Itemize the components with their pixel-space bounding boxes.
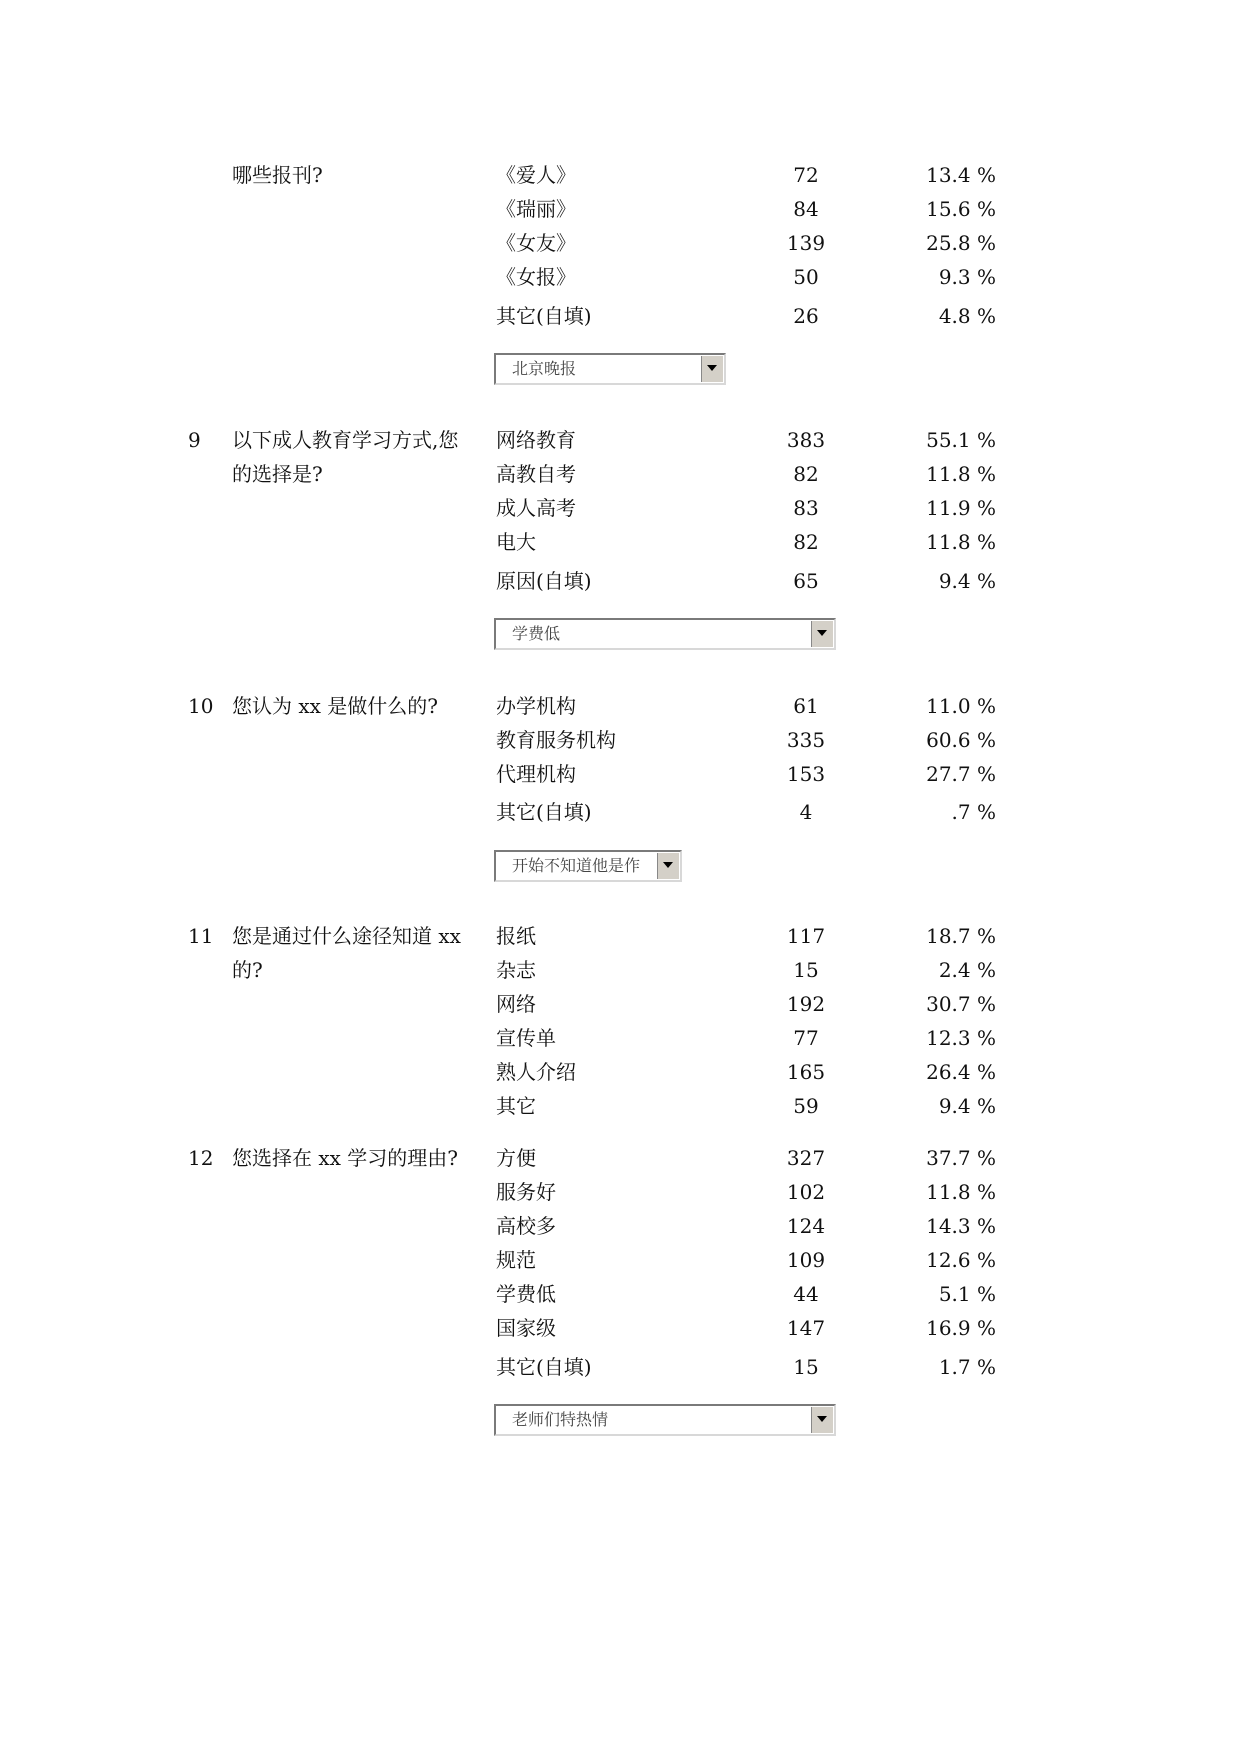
option-label: 其它(自填) <box>496 800 592 824</box>
option-percent: 26.4 % <box>926 1060 996 1084</box>
option-label: 报纸 <box>496 924 536 948</box>
option-percent: 9.3 % <box>938 265 996 289</box>
option-label: 学费低 <box>496 1282 556 1306</box>
option-count: 83 <box>793 496 819 520</box>
option-percent: 12.3 % <box>926 1026 996 1050</box>
dropdown-arrow-button[interactable] <box>701 356 723 382</box>
option-percent: 4.8 % <box>938 304 996 328</box>
option-count: 153 <box>786 762 826 786</box>
dropdown-value: 开始不知道他是作 <box>512 856 641 875</box>
chevron-down-icon <box>663 862 673 868</box>
dropdown-arrow-button[interactable] <box>811 621 833 647</box>
option-label: 《女友》 <box>496 231 576 255</box>
option-percent: 11.8 % <box>926 462 996 486</box>
option-count: 327 <box>786 1146 826 1170</box>
option-label: 《女报》 <box>496 265 576 289</box>
reason-dropdown[interactable] <box>494 618 836 650</box>
option-label: 教育服务机构 <box>496 728 616 752</box>
option-count: 165 <box>786 1060 826 1084</box>
dropdown-arrow-button[interactable] <box>657 853 679 879</box>
option-label: 网络 <box>496 992 536 1016</box>
other-answer-dropdown[interactable] <box>494 1404 836 1436</box>
option-percent: 5.1 % <box>938 1282 996 1306</box>
option-percent: 1.7 % <box>938 1355 996 1379</box>
option-label: 其它(自填) <box>496 304 592 328</box>
question-text: 您认为 xx 是做什么的? <box>232 694 438 718</box>
option-count: 84 <box>793 197 819 221</box>
option-count: 15 <box>793 1355 819 1379</box>
option-label: 代理机构 <box>496 762 576 786</box>
option-label: 原因(自填) <box>496 569 592 593</box>
option-label: 成人高考 <box>496 496 576 520</box>
option-count: 102 <box>786 1180 826 1204</box>
option-percent: 9.4 % <box>938 569 996 593</box>
chevron-down-icon <box>817 630 827 636</box>
option-count: 383 <box>786 428 826 452</box>
option-label: 高校多 <box>496 1214 556 1238</box>
chevron-down-icon <box>817 1416 827 1422</box>
option-count: 139 <box>786 231 826 255</box>
question-number: 11 <box>188 924 214 948</box>
option-percent: 11.8 % <box>926 530 996 554</box>
option-percent: 55.1 % <box>926 428 996 452</box>
option-percent: 11.8 % <box>926 1180 996 1204</box>
option-percent: 30.7 % <box>926 992 996 1016</box>
option-count: 61 <box>793 694 819 718</box>
option-label: 杂志 <box>496 958 536 982</box>
option-count: 44 <box>793 1282 819 1306</box>
option-percent: 25.8 % <box>926 231 996 255</box>
dropdown-value: 老师们特热情 <box>512 1410 609 1429</box>
option-count: 124 <box>786 1214 826 1238</box>
option-percent: 12.6 % <box>926 1248 996 1272</box>
option-percent: 15.6 % <box>926 197 996 221</box>
option-count: 65 <box>793 569 819 593</box>
option-percent: .7 % <box>951 800 996 824</box>
option-count: 117 <box>786 924 826 948</box>
option-count: 15 <box>793 958 819 982</box>
dropdown-arrow-button[interactable] <box>811 1407 833 1433</box>
option-label: 电大 <box>496 530 536 554</box>
option-label: 服务好 <box>496 1180 556 1204</box>
option-percent: 13.4 % <box>926 163 996 187</box>
option-label: 国家级 <box>496 1316 556 1340</box>
option-label: 《爱人》 <box>496 163 576 187</box>
option-count: 82 <box>793 462 819 486</box>
option-count: 50 <box>793 265 819 289</box>
option-count: 26 <box>793 304 819 328</box>
option-percent: 2.4 % <box>938 958 996 982</box>
question-text-continued: 的选择是? <box>232 462 323 486</box>
question-text: 您选择在 xx 学习的理由? <box>232 1146 458 1170</box>
option-count: 192 <box>786 992 826 1016</box>
option-label: 其它(自填) <box>496 1355 592 1379</box>
option-count: 109 <box>786 1248 826 1272</box>
option-percent: 60.6 % <box>926 728 996 752</box>
dropdown-value: 北京晚报 <box>512 359 577 378</box>
option-label: 网络教育 <box>496 428 576 452</box>
option-count: 147 <box>786 1316 826 1340</box>
option-percent: 27.7 % <box>926 762 996 786</box>
dropdown-value: 学费低 <box>512 624 561 643</box>
question-text: 以下成人教育学习方式,您 <box>232 428 459 452</box>
option-count: 82 <box>793 530 819 554</box>
option-label: 办学机构 <box>496 694 576 718</box>
option-label: 规范 <box>496 1248 536 1272</box>
option-label: 宣传单 <box>496 1026 556 1050</box>
option-label: 《瑞丽》 <box>496 197 576 221</box>
option-percent: 11.9 % <box>926 496 996 520</box>
option-percent: 18.7 % <box>926 924 996 948</box>
other-answer-dropdown[interactable] <box>494 353 726 385</box>
question-text-continued: 的? <box>232 958 263 982</box>
option-count: 77 <box>793 1026 819 1050</box>
question-number: 10 <box>188 694 214 718</box>
option-percent: 16.9 % <box>926 1316 996 1340</box>
option-percent: 11.0 % <box>926 694 996 718</box>
other-answer-dropdown[interactable] <box>494 850 682 882</box>
option-count: 335 <box>786 728 826 752</box>
option-count: 4 <box>799 800 813 824</box>
option-label: 高教自考 <box>496 462 576 486</box>
option-count: 59 <box>793 1094 819 1118</box>
option-percent: 37.7 % <box>926 1146 996 1170</box>
option-label: 方便 <box>496 1146 536 1170</box>
chevron-down-icon <box>707 365 717 371</box>
option-percent: 9.4 % <box>938 1094 996 1118</box>
option-count: 72 <box>793 163 819 187</box>
question-number: 12 <box>188 1146 214 1170</box>
option-label: 其它 <box>496 1094 536 1118</box>
question-text: 您是通过什么途径知道 xx <box>232 924 461 948</box>
question-number: 9 <box>188 428 201 452</box>
question-text: 哪些报刊? <box>232 163 323 187</box>
option-label: 熟人介绍 <box>496 1060 576 1084</box>
option-percent: 14.3 % <box>926 1214 996 1238</box>
